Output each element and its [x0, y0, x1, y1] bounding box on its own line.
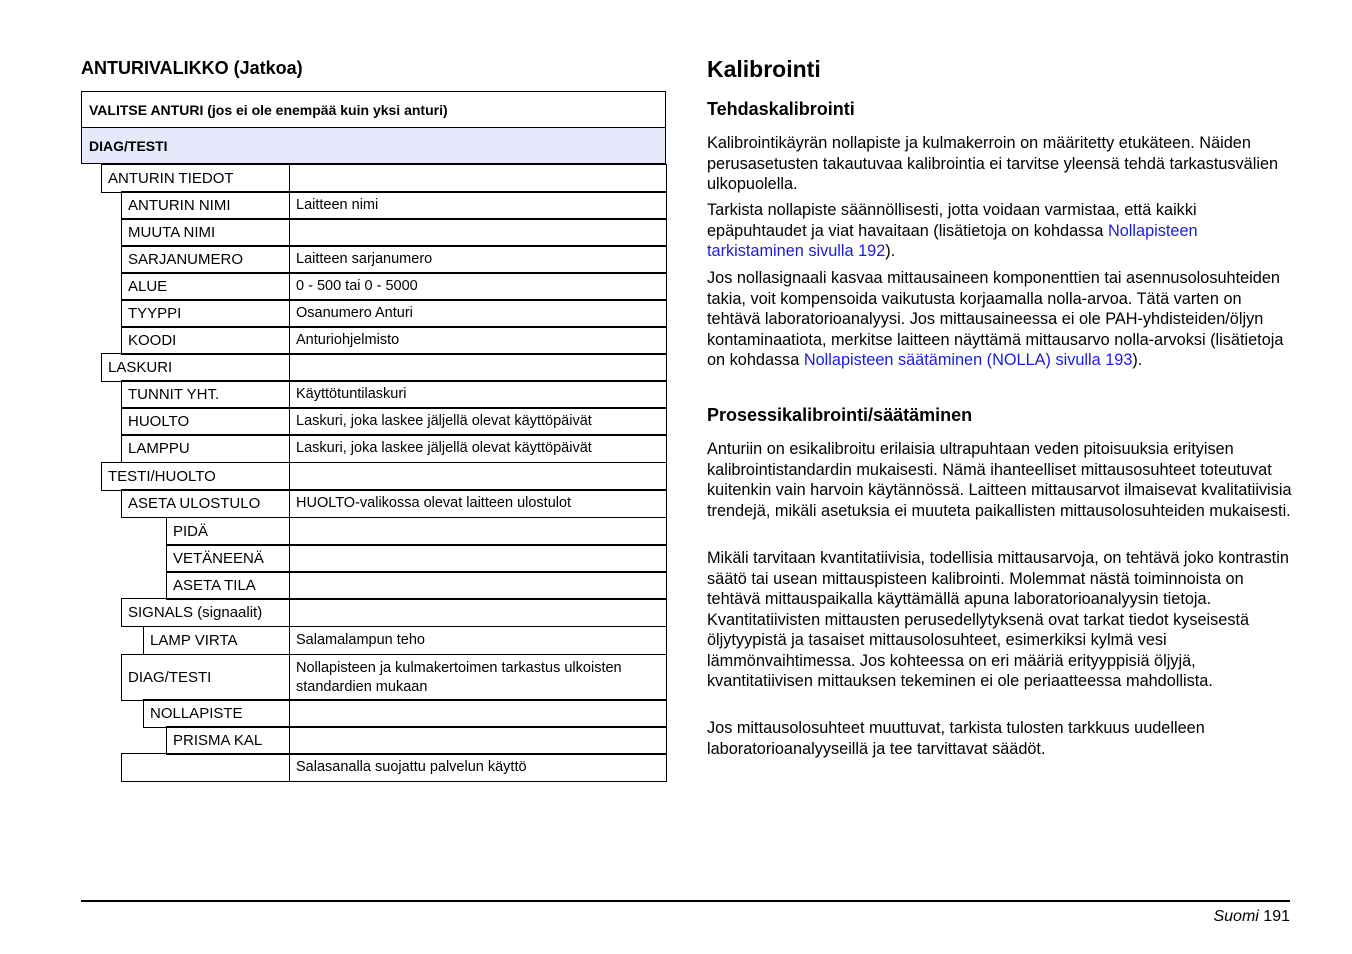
table-header-row: VALITSE ANTURI (jos ei ole enempää kuin yksi anturi) — [81, 91, 666, 128]
table-row-label: LAMPPU — [121, 434, 290, 463]
table-row-value: Nollapisteen ja kulmakertoimen tarkastus ulkoisten standardien mukaan — [289, 654, 667, 701]
table-row-value — [289, 726, 667, 755]
table-row-label: TESTI/HUOLTO — [101, 462, 290, 491]
paragraph-5: Mikäli tarvitaan kvantitatiivisia, todellisia mittausarvoja, on tehtävä joko kontrastin säätö tai usean mittauspisteen kalibrointi. Molemmat nästä toiminnoista on tehtävä mittauspaikalla käyttämällä apuna laboratorioanalyysin tietoja. Kvantitatiivisten mittausten perusedellytyksenä ovat tarkat tiedot kyseisestä öljytyypistä ja tasaiset mittausolosuhteet, esimerkiksi kylmä vesi lämmönvaihtimessa. Jos kohteessa on eri määriä erityyppisiä öljyjä, kvantitatiivisen mittauksen tekeminen ei ole periaatteessa mahdollista. — [707, 549, 1289, 690]
table-row-label: ASETA TILA — [166, 571, 290, 600]
link-zero-check[interactable]: Nollapisteen tarkistaminen sivulla 192 — [707, 221, 1198, 260]
paragraph-2-end: ). — [885, 242, 896, 260]
table-row-value — [289, 462, 667, 491]
section-heading-factory: Tehdaskalibrointi — [707, 99, 855, 119]
table-row-label: SIGNALS (signaalit) — [121, 598, 290, 627]
table-row-value — [289, 699, 667, 728]
table-row-label: ALUE — [121, 272, 290, 301]
table-row-label: MUUTA NIMI — [121, 218, 290, 247]
paragraph-1: Kalibrointikäyrän nollapiste ja kulmakerroin on määritetty etukäteen. Näiden perusasetusten takautuvaa kalibrointia ei tarvitse yleensä tehdä tarkastusvälien ulkopuolella. — [707, 134, 1279, 193]
table-row-label: PIDÄ — [166, 517, 290, 546]
footer — [1213, 908, 1290, 926]
table-row-label: LAMP VIRTA — [143, 626, 290, 655]
table-row-value: Laskuri, joka laskee jäljellä olevat käyttöpäivät — [289, 407, 667, 436]
paragraph-3-end: ). — [1132, 351, 1143, 369]
table-row-label: ANTURIN NIMI — [121, 191, 290, 220]
table-row-label — [121, 753, 290, 782]
table-row-value: Anturiohjelmisto — [289, 326, 667, 355]
table-row-label: NOLLAPISTE — [143, 699, 290, 728]
table-row-value: Laitteen nimi — [289, 191, 667, 220]
paragraph-6: Jos mittausolosuhteet muuttuvat, tarkista tulosten tarkkuus uudelleen laboratorioanalyyseillä ja tee tarvittavat säädöt. — [707, 719, 1205, 758]
table-row-value: 0 - 500 tai 0 - 5000 — [289, 272, 667, 301]
table-row-value — [289, 517, 667, 546]
table-row-value — [289, 218, 667, 247]
footer-language: Suomi — [1213, 908, 1259, 925]
table-row-label: LASKURI — [101, 353, 290, 382]
table-row-label: VETÄNEENÄ — [166, 544, 290, 573]
table-row-value: Salasanalla suojattu palvelun käyttö — [289, 753, 667, 782]
footer-divider — [81, 900, 1290, 902]
table-row-value — [289, 353, 667, 382]
table-row-label: TYYPPI — [121, 299, 290, 328]
table-row-value: Käyttötuntilaskuri — [289, 380, 667, 409]
paragraph-2 — [707, 200, 1292, 262]
paragraph-2-text: Tarkista nollapiste säännöllisesti, jotta voidaan varmistaa, että kaikki epäpuhtaudet ja viat havaitaan (lisätietoja on kohdassa — [707, 201, 1197, 240]
table-row-label: ANTURIN TIEDOT — [101, 164, 290, 193]
paragraph-3 — [707, 268, 1292, 371]
table-row-label: DIAG/TESTI — [121, 654, 290, 701]
page-title: Kalibrointi — [707, 56, 821, 82]
table-row-label: TUNNIT YHT. — [121, 380, 290, 409]
table-row-label: KOODI — [121, 326, 290, 355]
table-row-label: ASETA ULOSTULO — [121, 489, 290, 518]
table-row-value: Salamalampun teho — [289, 626, 667, 655]
table-row-value — [289, 164, 667, 193]
table-row-value — [289, 571, 667, 600]
paragraph-3-text: Jos nollasignaali kasvaa mittausaineen komponenttien tai asennusolosuhteiden takia, voit kompensoida vaikutusta korjaamalla nolla-arvoa. Tätä varten on tehtävä laboratorioanalyysi. Jos mittausaineessa ei ole PAH-yhdisteiden/öljyn kontaminaatiota, merkitse laitteen näyttämä mittausarvo nolla-arvoksi (lisätietoja on kohdassa — [707, 269, 1284, 369]
table-row-label: PRISMA KAL — [166, 726, 290, 755]
table-row-value: HUOLTO-valikossa olevat laitteen ulostulot — [289, 489, 667, 518]
table-row-label: HUOLTO — [121, 407, 290, 436]
table-row-value: Osanumero Anturi — [289, 299, 667, 328]
table-selected-row: DIAG/TESTI — [81, 127, 666, 164]
page-number: 191 — [1263, 908, 1290, 925]
table-row-value — [289, 598, 667, 627]
link-zero-adjust[interactable]: Nollapisteen säätäminen (NOLLA) sivulla 193 — [803, 351, 1133, 369]
table-heading: ANTURIVALIKKO (Jatkoa) — [81, 58, 303, 78]
paragraph-4: Anturiin on esikalibroitu erilaisia ultrapuhtaan veden pitoisuuksia erityisen kalibrointistandardin mukaisesti. Nämä ihanteelliset mittausosuhteet toteutuvat kuitenkin vain harvoin käytännössä. Laitteen mittausarvot ilmaisevat kvalitatiivisia trendejä, mikäli asetuksia ei muuteta paikallisten mittausolosuhteiden mukaisesti. — [707, 440, 1292, 520]
table-row-label: SARJANUMERO — [121, 245, 290, 274]
section-heading-process: Prosessikalibrointi/säätäminen — [707, 405, 973, 425]
table-row-value: Laskuri, joka laskee jäljellä olevat käyttöpäivät — [289, 434, 667, 463]
table-row-value — [289, 544, 667, 573]
table-row-value: Laitteen sarjanumero — [289, 245, 667, 274]
